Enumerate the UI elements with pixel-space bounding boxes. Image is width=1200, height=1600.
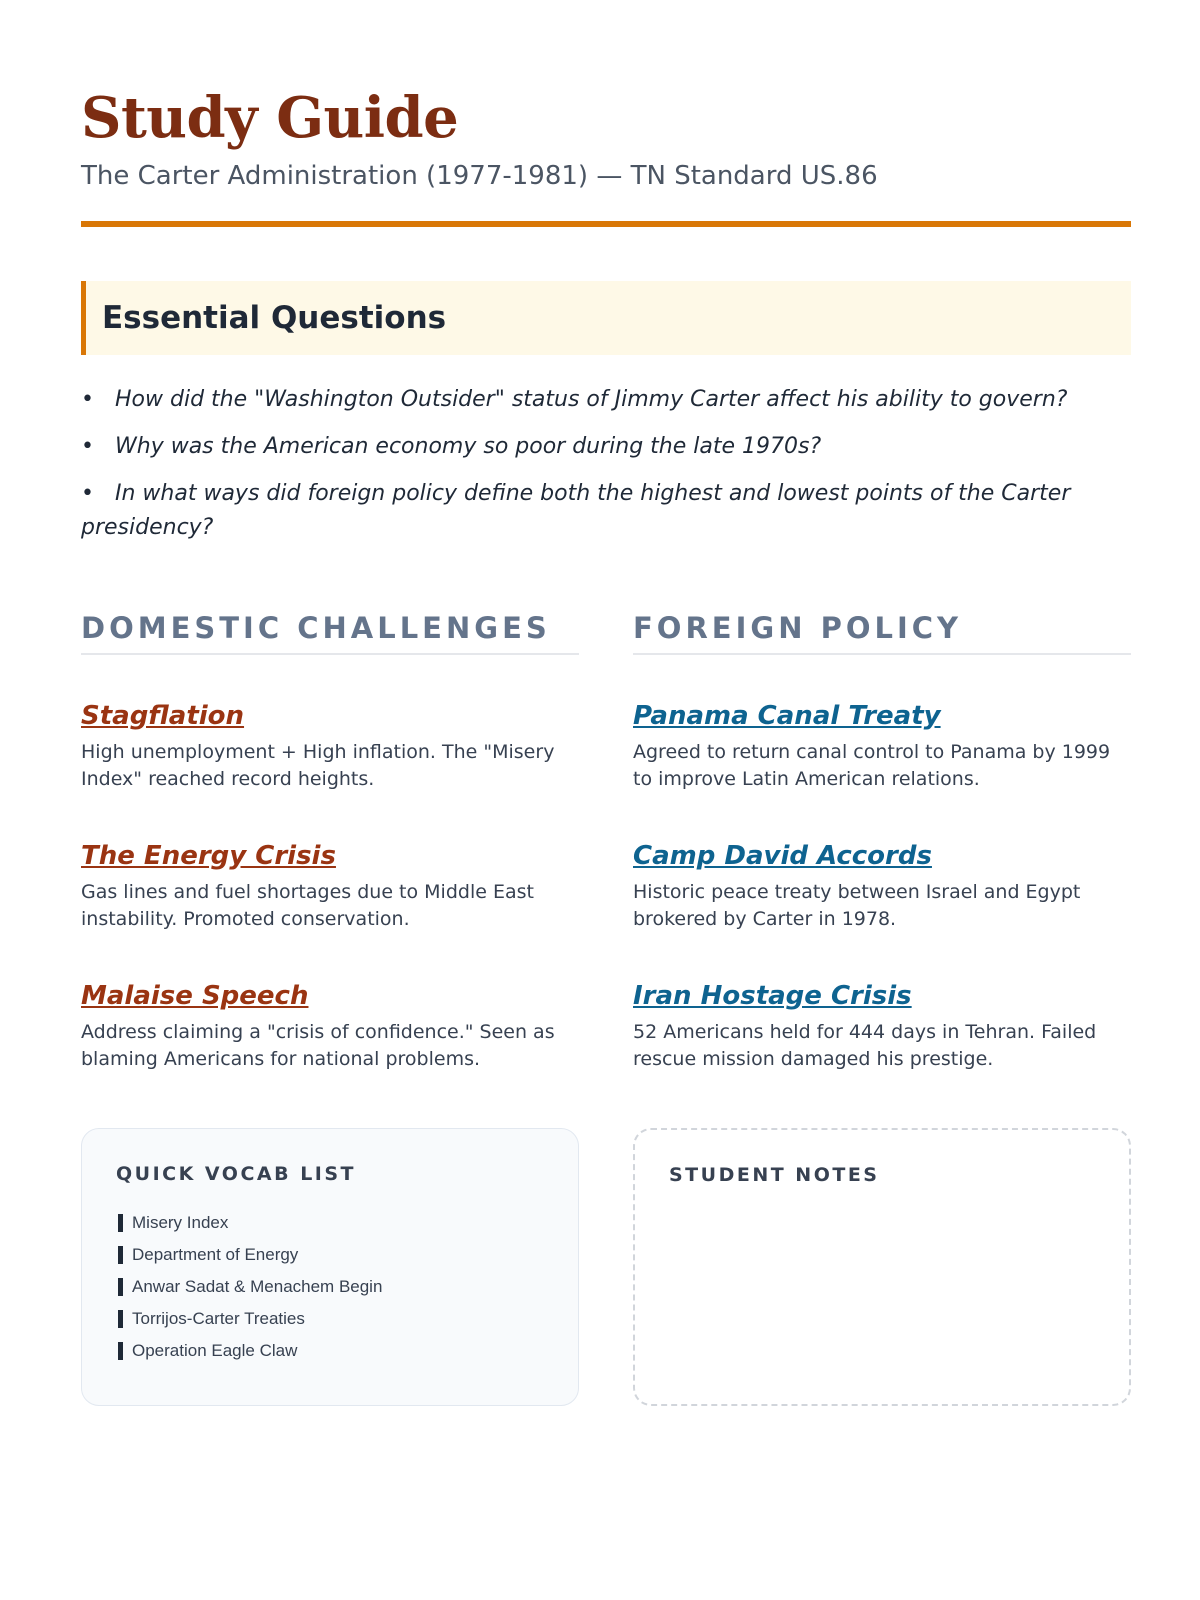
topic-description: Address claiming a "crisis of confidence." Seen as blaming Americans for national problems.: [81, 1020, 555, 1070]
page-title: Study Guide: [81, 85, 459, 151]
topic-link-stagflation[interactable]: Stagflation: [81, 700, 245, 731]
essential-question-item: • Why was the American economy so poor during the late 1970s?: [81, 430, 1131, 464]
essential-questions-header: [81, 281, 1131, 355]
bullet-icon: •: [81, 386, 94, 412]
topic-description: Historic peace treaty between Israel and Egypt brokered by Carter in 1978.: [633, 880, 1081, 930]
student-notes-box[interactable]: [633, 1128, 1131, 1406]
domestic-heading: DOMESTIC CHALLENGES: [81, 611, 579, 655]
essential-questions-list: [81, 383, 1131, 545]
vocab-item: Operation Eagle Claw: [116, 1335, 544, 1367]
essential-question-item: • How did the "Washington Outsider" status of Jimmy Carter affect his ability to govern?: [81, 383, 1131, 417]
topic-card: [81, 979, 579, 1073]
essential-question-item: • In what ways did foreign policy define both the highest and lowest points of the Carter presidency?: [81, 477, 1131, 545]
bullet-icon: •: [81, 433, 94, 459]
topic-description: Agreed to return canal control to Panama by 1999 to improve Latin American relations.: [633, 740, 1111, 790]
topic-link-iran-hostage[interactable]: Iran Hostage Crisis: [633, 980, 912, 1011]
topic-card: [81, 839, 579, 933]
bottom-boxes: [81, 1128, 1131, 1406]
foreign-column: [633, 611, 1131, 1073]
study-guide-page: [81, 80, 1131, 1406]
vocab-item: Torrijos-Carter Treaties: [116, 1303, 544, 1335]
vocab-heading: QUICK VOCAB LIST: [116, 1162, 357, 1185]
topic-description: High unemployment + High inflation. The "Misery Index" reached record heights.: [81, 740, 555, 790]
topic-description: Gas lines and fuel shortages due to Middle East instability. Promoted conservation.: [81, 880, 534, 930]
topic-link-panama-canal[interactable]: Panama Canal Treaty: [633, 700, 941, 731]
vocab-list: [116, 1207, 544, 1367]
foreign-heading: FOREIGN POLICY: [633, 611, 1131, 655]
essential-questions-heading: Essential Questions: [102, 299, 447, 336]
topic-description: 52 Americans held for 444 days in Tehran. Failed rescue mission damaged his prestige.: [633, 1020, 1097, 1070]
topic-columns: [81, 611, 1131, 1073]
title-divider: [81, 221, 1131, 227]
topic-card: [81, 699, 579, 793]
topic-link-malaise-speech[interactable]: Malaise Speech: [81, 980, 309, 1011]
topic-link-camp-david[interactable]: Camp David Accords: [633, 840, 932, 871]
list-marker-icon: [118, 1214, 123, 1232]
vocab-item: Department of Energy: [116, 1239, 544, 1271]
list-marker-icon: [118, 1278, 123, 1296]
vocab-item: Anwar Sadat & Menachem Begin: [116, 1271, 544, 1303]
list-marker-icon: [118, 1246, 123, 1264]
vocab-item: Misery Index: [116, 1207, 544, 1239]
notes-heading: STUDENT NOTES: [669, 1163, 880, 1186]
topic-card: [633, 979, 1131, 1073]
domestic-column: [81, 611, 579, 1073]
list-marker-icon: [118, 1310, 123, 1328]
page-subtitle: The Carter Administration (1977-1981) — TN Standard US.86: [81, 161, 878, 191]
topic-card: [633, 839, 1131, 933]
vocab-box: [81, 1128, 579, 1406]
list-marker-icon: [118, 1342, 123, 1360]
bullet-icon: •: [81, 480, 94, 506]
topic-card: [633, 699, 1131, 793]
topic-link-energy-crisis[interactable]: The Energy Crisis: [81, 840, 336, 871]
